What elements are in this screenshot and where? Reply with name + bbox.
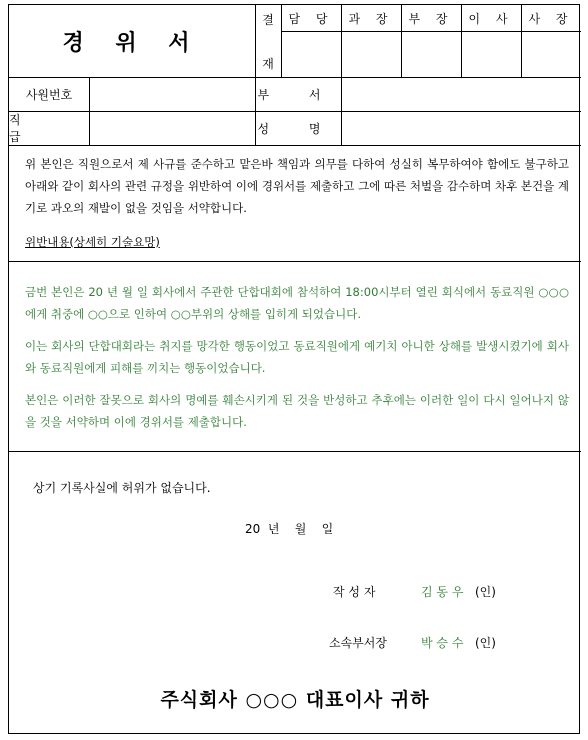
- approval-sign-president[interactable]: [522, 32, 580, 76]
- approval-sign-dept-head[interactable]: [402, 32, 460, 76]
- approval-label-bottom: 재: [262, 56, 274, 71]
- manager-name: 박 승 수: [421, 636, 464, 650]
- manager-label: 소속부서장: [329, 636, 387, 650]
- statement-form: [8, 4, 580, 734]
- detail-paragraph-2: 이는 회사의 단합대회라는 취지를 망각한 행동이었고 동료직원에게 예기치 아니한 상해를 발생시켰기에 회사와 동료직원에게 피해를 끼치는 행동이었습니다.: [25, 339, 569, 375]
- employee-no-field[interactable]: [90, 78, 254, 110]
- manager-seal: (인): [475, 636, 496, 650]
- position-field[interactable]: [90, 112, 254, 144]
- confirmation-text: 상기 기록사실에 허위가 없습니다.: [33, 481, 211, 495]
- approval-label-top: 결: [262, 12, 274, 27]
- name-field[interactable]: [342, 112, 580, 144]
- date-line: 20 년 월 일: [245, 522, 334, 536]
- detail-paragraph-1: 금번 본인은 20 년 월 일 회사에서 주관한 단합대회에 참석하여 18:00시부터 열린 회식에서 동료직원 ○○○에게 취중에 ○○으로 인하여 ○○부위의 상해를 입히게 되었습니다.: [25, 285, 569, 321]
- approval-sign-director[interactable]: [462, 32, 520, 76]
- addressee: 주식회사 ○○○ 대표이사 귀하: [160, 689, 430, 711]
- employee-no-label: 사원번호: [25, 87, 73, 102]
- violation-label: 위반내용(상세히 기술요망): [25, 235, 160, 249]
- approval-role-director: 이 사: [468, 11, 514, 26]
- writer-seal: (인): [475, 585, 496, 599]
- document-title: 경 위 서: [62, 30, 202, 56]
- pledge-paragraph: 위 본인은 직원으로서 제 사규를 준수하고 맡은바 책임과 의무를 다하여 성실히 복무하여야 함에도 불구하고 아래와 같이 회사의 관련 규정을 위반하여 이에 경위서를 제출하고 그에 따른 처벌을 감수하며 차후 본건을 계기로 과오의 재발이 없을 것임을 서약합니다.: [25, 157, 569, 215]
- approval-role-dept-head: 부 장: [408, 11, 454, 26]
- approval-role-staff: 담 당: [288, 11, 334, 26]
- approval-sign-section-chief[interactable]: [342, 32, 400, 76]
- approval-sign-staff[interactable]: [282, 32, 340, 76]
- approval-role-president: 사 장: [528, 11, 574, 26]
- name-label: 성 명: [257, 121, 339, 136]
- detail-paragraph-3: 본인은 이러한 잘못으로 회사의 명예를 훼손시키게 된 것을 반성하고 추후에는 이러한 일이 다시 일어나지 않을 것을 서약하며 이에 경위서를 제출합니다.: [25, 393, 569, 429]
- writer-label: 작 성 자: [333, 585, 376, 599]
- approval-role-section-chief: 과 장: [348, 11, 394, 26]
- department-field[interactable]: [342, 78, 580, 110]
- position-label: 직 급: [9, 113, 39, 144]
- writer-name: 김 동 우: [421, 585, 464, 599]
- department-label: 부 서: [257, 87, 339, 102]
